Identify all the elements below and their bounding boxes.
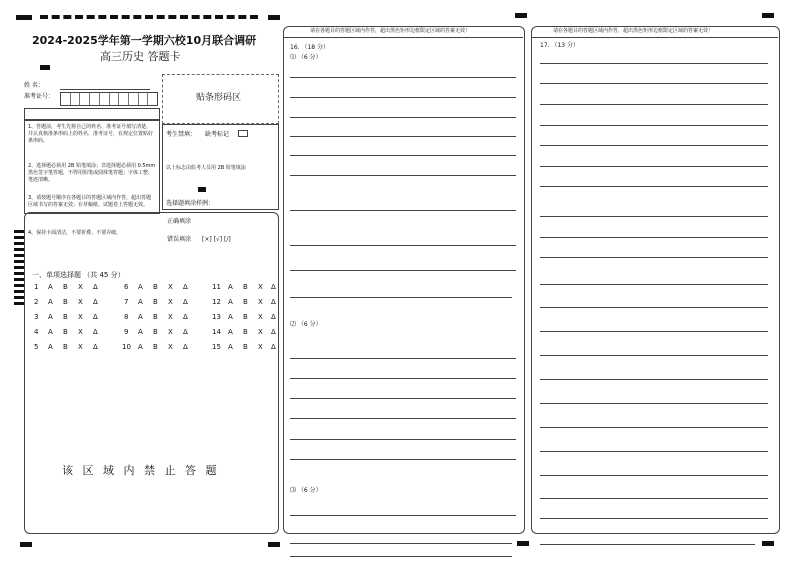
mcq-question[interactable]: 9 A B X Δ: [124, 328, 188, 336]
instruction-1: 1、答题前，考生先将自己的姓名、准考证号填写清楚，并认真核准条形码上的姓名、准考证号，在规定位置贴好条形码。: [28, 124, 154, 144]
answer-line[interactable]: [540, 284, 768, 285]
mcq-question[interactable]: 7 A B X Δ: [124, 298, 188, 306]
answer-line[interactable]: [290, 77, 516, 78]
alignment-mark: [268, 542, 280, 547]
answer-line[interactable]: [290, 297, 512, 298]
q16-part2: ⑵ （6 分）: [290, 321, 322, 328]
mcq-question[interactable]: 2 A B X Δ: [34, 298, 98, 306]
answer-line[interactable]: [540, 331, 768, 332]
answer-line[interactable]: [290, 358, 516, 359]
timing-marks: [14, 230, 24, 308]
answer-line[interactable]: [290, 439, 516, 440]
q17-panel: [531, 26, 780, 534]
filled-sample: [198, 187, 206, 192]
correct-fill-label: 正确填涂: [167, 218, 192, 225]
bottom-rule: [540, 544, 755, 545]
answer-line[interactable]: [540, 403, 768, 404]
exam-status-label: 考生禁填：: [166, 131, 197, 138]
notice-rule: [283, 37, 523, 38]
answer-line[interactable]: [290, 210, 516, 211]
instruction-3: 3、请按题号顺序在各题目的答题区域内作答，超出答题区域书写的答案无效；在草稿纸、试题卷上答题无效。: [28, 195, 152, 208]
mcq-question[interactable]: 3 A B X Δ: [34, 313, 98, 321]
instruction-2: 2、选择题必须用 2B 铅笔填涂；非选择题必须用 0.5mm 黑色签字笔答题，不得用铅笔或圆珠笔答题；字体工整、笔迹清晰。: [28, 163, 156, 183]
info-box: [24, 108, 160, 120]
wrong-fill-label: 错误填涂: [167, 236, 192, 243]
bottom-rule: [290, 556, 512, 557]
answer-line[interactable]: [540, 307, 768, 308]
alignment-mark: [762, 541, 774, 546]
answer-line[interactable]: [540, 63, 768, 64]
exam-status-note: 以上标志由监考人员用 2B 铅笔填涂: [166, 165, 246, 171]
answer-line[interactable]: [540, 427, 768, 428]
missing-label: 缺考标记: [205, 131, 230, 138]
mcq-question[interactable]: 4 A B X Δ: [34, 328, 98, 336]
answer-line[interactable]: [290, 155, 516, 156]
instruction-4: 4、保持卡面清洁，不要折叠、不要弄破。: [28, 230, 122, 236]
q16-title: 16. （18 分）: [290, 44, 329, 51]
answer-line[interactable]: [540, 186, 768, 187]
answer-line[interactable]: [540, 257, 768, 258]
q17-title: 17. （13 分）: [540, 42, 579, 49]
answer-line[interactable]: [540, 145, 768, 146]
alignment-mark: [762, 13, 774, 18]
bottom-rule: [290, 543, 512, 544]
alignment-mark: [20, 542, 32, 547]
answer-notice-2: 请在各题目的答题区域内作答，超出黑色矩形边框限定区域的答案无效！: [553, 28, 714, 34]
barcode-label: 贴条形码区: [196, 93, 242, 103]
answer-line[interactable]: [290, 245, 516, 246]
name-label: 姓 名：: [24, 82, 44, 89]
alignment-mark: [40, 15, 258, 19]
answer-line[interactable]: [540, 355, 768, 356]
mcq-panel: [24, 212, 279, 534]
answer-line[interactable]: [540, 216, 768, 217]
answer-line[interactable]: [540, 498, 768, 499]
exam-subtitle: 高三历史 答题卡: [100, 50, 181, 63]
answer-line[interactable]: [290, 136, 516, 137]
answer-line[interactable]: [290, 459, 516, 460]
id-label: 准考证号：: [24, 93, 55, 100]
missing-checkbox[interactable]: [238, 130, 248, 137]
answer-line[interactable]: [540, 83, 768, 84]
id-boxes[interactable]: [60, 92, 158, 106]
q16-panel: [283, 26, 525, 534]
q16-part3: ⑶ （6 分）: [290, 487, 322, 494]
answer-line[interactable]: [540, 125, 768, 126]
answer-line[interactable]: [290, 175, 516, 176]
answer-line[interactable]: [540, 451, 768, 452]
example-label: 选择题填涂样例：: [166, 200, 215, 207]
answer-line[interactable]: [540, 166, 768, 167]
forbidden-area-text: 该 区 域 内 禁 止 答 题: [62, 464, 220, 477]
q16-part1: ⑴ （6 分）: [290, 54, 322, 61]
answer-line[interactable]: [540, 104, 768, 105]
answer-line[interactable]: [290, 398, 516, 399]
answer-line[interactable]: [290, 378, 516, 379]
mcq-question[interactable]: 5 A B X Δ: [34, 343, 98, 351]
mcq-question[interactable]: 13 A B X Δ: [212, 313, 276, 321]
answer-line[interactable]: [290, 117, 516, 118]
alignment-mark: [40, 65, 50, 70]
answer-line[interactable]: [540, 475, 768, 476]
exam-title: 2024-2025学年第一学期六校10月联合调研: [32, 34, 257, 47]
alignment-mark: [517, 541, 529, 546]
mcq-question[interactable]: 8 A B X Δ: [124, 313, 188, 321]
alignment-mark: [515, 13, 527, 18]
mcq-section-title: 一、单项选择题 （共 45 分）: [32, 271, 125, 279]
answer-line[interactable]: [540, 237, 768, 238]
mcq-question[interactable]: 1 A B X Δ: [34, 283, 98, 291]
mcq-question[interactable]: 6 A B X Δ: [124, 283, 188, 291]
answer-line[interactable]: [540, 379, 768, 380]
mcq-question[interactable]: 14 A B X Δ: [212, 328, 276, 336]
mcq-question[interactable]: 10 A B X Δ: [122, 343, 188, 351]
answer-line[interactable]: [290, 97, 516, 98]
alignment-mark: [268, 15, 280, 20]
answer-line[interactable]: [540, 518, 768, 519]
mcq-question[interactable]: 12 A B X Δ: [212, 298, 276, 306]
wrong-fill-marks: [×] [√] [/]: [202, 236, 231, 243]
mcq-question[interactable]: 11 A B X Δ: [212, 283, 276, 291]
answer-notice: 请在各题目的答题区域内作答，超出黑色矩形边框限定区域的答案无效！: [310, 28, 471, 34]
mcq-question[interactable]: 15 A B X Δ: [212, 343, 276, 351]
name-field[interactable]: [60, 89, 150, 90]
answer-line[interactable]: [290, 418, 516, 419]
alignment-mark: [16, 15, 32, 20]
answer-line[interactable]: [290, 515, 516, 516]
notice-rule: [531, 37, 778, 38]
answer-line[interactable]: [290, 270, 516, 271]
